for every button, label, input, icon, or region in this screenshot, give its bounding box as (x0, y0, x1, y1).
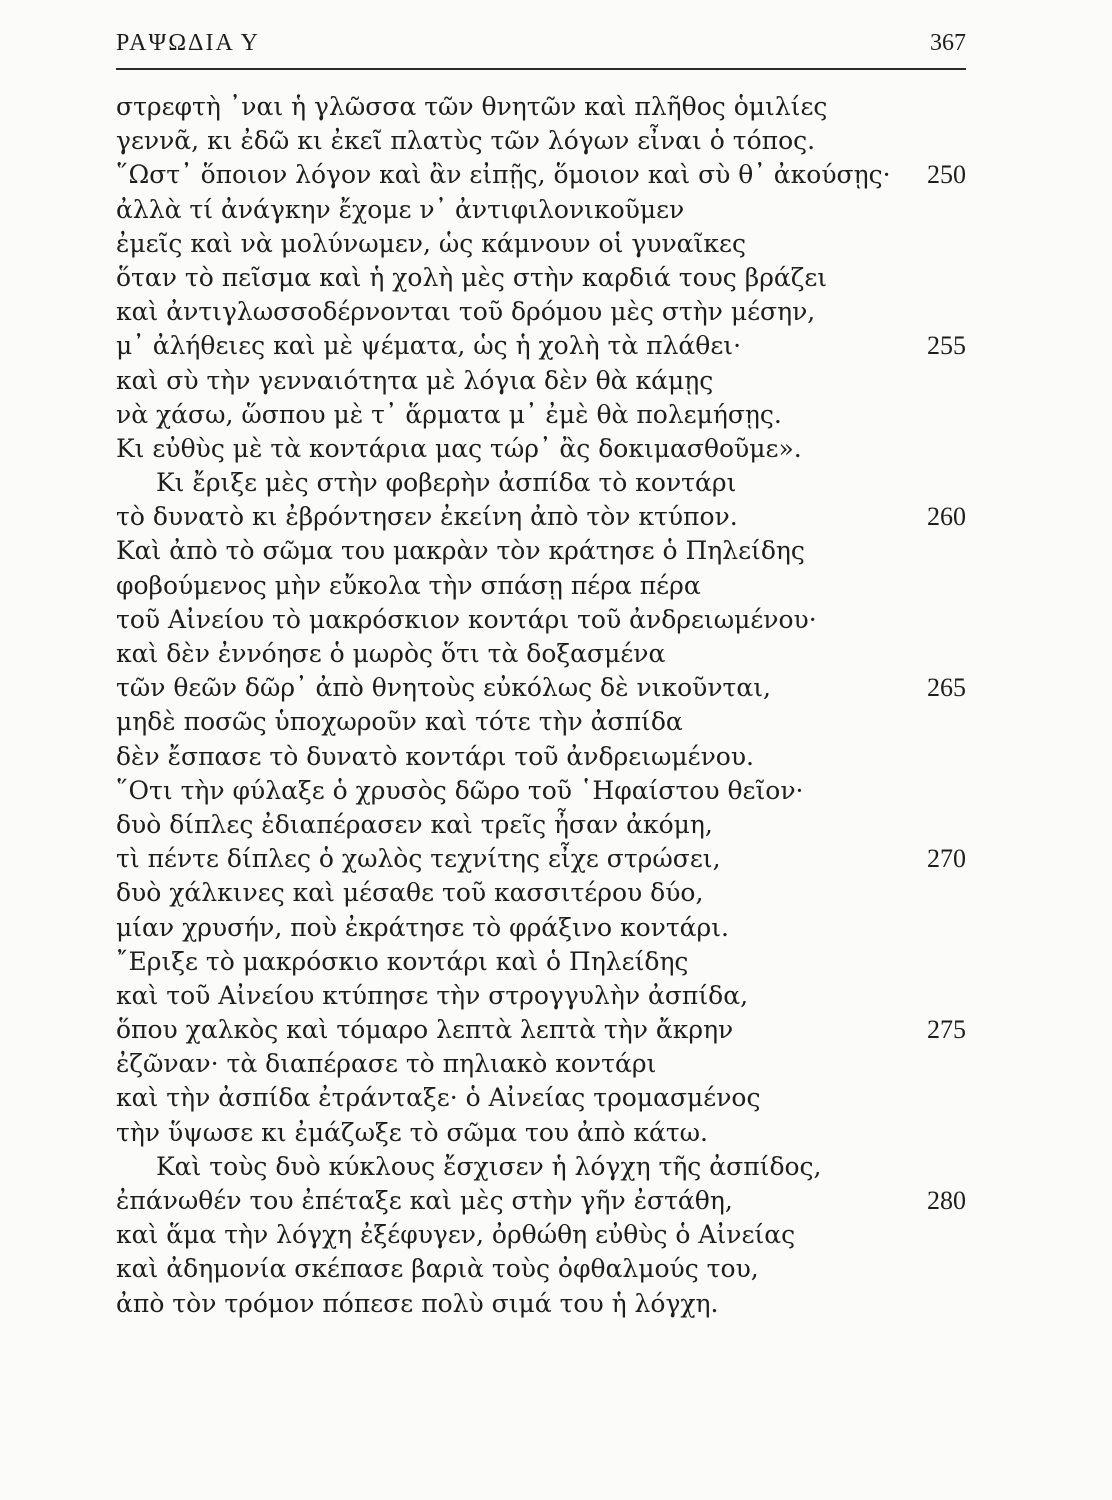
verse-line (116, 945, 966, 979)
verse-text: Κι εὐθὺς μὲ τὰ κοντάρια μας τώρ᾿ ἂς δοκιμασθοῦμε». (116, 433, 802, 463)
page-number: 367 (930, 30, 966, 56)
verse-text: ἀπὸ τὸν τρόμον πόπεσε πολὺ σιμά του ἡ λόγχη. (116, 1288, 719, 1318)
line-number: 265 (927, 673, 966, 703)
verse-text: μίαν χρυσήν, ποὺ ἐκράτησε τὸ φράξινο κοντάρι. (116, 912, 729, 942)
verse-line (116, 603, 966, 637)
header-rule (116, 68, 966, 70)
verse-line (116, 876, 966, 910)
verse-text: τὸ δυνατὸ κι ἐβρόντησεν ἐκείνη ἀπὸ τὸν κτύπον. (116, 502, 738, 532)
verse-text: ἐμεῖς καὶ νὰ μολύνωμεν, ὡς κάμνουν οἱ γυναῖκες (116, 228, 746, 258)
verse-block (116, 90, 966, 1321)
verse-line (116, 500, 966, 534)
verse-line (116, 1150, 966, 1184)
verse-line (116, 534, 966, 568)
verse-text: τῶν θεῶν δῶρ᾿ ἀπὸ θνητοὺς εὐκόλως δὲ νικοῦνται, (116, 673, 771, 703)
verse-text: φοβούμενος μὴν εὔκολα τὴν σπάσῃ πέρα πέρα (116, 570, 701, 600)
line-number: 255 (927, 331, 966, 361)
verse-line (116, 1013, 966, 1047)
verse-line (116, 158, 966, 192)
verse-line (116, 364, 966, 398)
verse-line (116, 1081, 966, 1115)
verse-line (116, 1218, 966, 1252)
verse-text: στρεφτὴ ᾿ναι ἡ γλῶσσα τῶν θνητῶν καὶ πλῆθος ὁμιλίες (116, 92, 828, 121)
verse-line (116, 569, 966, 603)
verse-text: νὰ χάσω, ὥσπου μὲ τ᾿ ἅρματα μ᾿ ἐμὲ θὰ πολεμήσῃς. (116, 399, 782, 429)
verse-line (116, 637, 966, 671)
verse-text: καὶ τὴν ἀσπίδα ἐτράνταξε· ὁ Αἰνείας τρομασμένος (116, 1083, 761, 1113)
verse-line (116, 329, 966, 363)
verse-text: γεννᾶ, κι ἐδῶ κι ἐκεῖ πλατὺς τῶν λόγων εἶναι ὁ τόπος. (116, 126, 816, 156)
verse-line (116, 227, 966, 261)
verse-text: καὶ ἅμα τὴν λόγχη ἐξέφυγεν, ὀρθώθη εὐθὺς ὁ Αἰνείας (116, 1220, 796, 1250)
verse-text: καὶ τοῦ Αἰνείου κτύπησε τὴν στρογγυλὴν ἀσπίδα, (116, 980, 749, 1010)
line-number: 275 (927, 1015, 966, 1045)
verse-text: ἐζῶναν· τὰ διαπέρασε τὸ πηλιακὸ κοντάρι (116, 1049, 657, 1079)
verse-line (116, 295, 966, 329)
verse-line (116, 193, 966, 227)
verse-text: ῞Οτι τὴν φύλαξε ὁ χρυσὸς δῶρο τοῦ ῾Ηφαίστου θεῖον· (116, 775, 804, 805)
verse-text: δὲν ἔσπασε τὸ δυνατὸ κοντάρι τοῦ ἀνδρειωμένου. (116, 741, 754, 771)
line-number: 280 (927, 1186, 966, 1215)
verse-line (116, 911, 966, 945)
verse-text: μηδὲ ποσῶς ὑποχωροῦν καὶ τότε τὴν ἀσπίδα (116, 707, 683, 737)
verse-line (116, 1184, 966, 1218)
verse-line (116, 261, 966, 295)
line-number: 250 (927, 160, 966, 190)
verse-text: ῎Εριξε τὸ μακρόσκιο κοντάρι καὶ ὁ Πηλείδης (116, 946, 689, 976)
verse-text: καὶ ἀντιγλωσσοδέρνονται τοῦ δρόμου μὲς στὴν μέσην, (116, 297, 816, 327)
verse-line (116, 398, 966, 432)
verse-text: μ᾿ ἀλήθειες καὶ μὲ ψέματα, ὡς ἡ χολὴ τὰ πλάθει· (116, 331, 742, 361)
verse-line (116, 466, 966, 500)
line-number: 270 (927, 844, 966, 874)
verse-text: ἐπάνωθέν του ἐπέταξε καὶ μὲς στὴν γῆν ἐστάθη, (116, 1186, 733, 1215)
verse-line (116, 432, 966, 466)
verse-text: καὶ δὲν ἐννόησε ὁ μωρὸς ὅτι τὰ δοξασμένα (116, 639, 666, 668)
verse-line (116, 1116, 966, 1150)
verse-text: ὅταν τὸ πεῖσμα καὶ ἡ χολὴ μὲς στὴν καρδιά τους βράζει (116, 262, 828, 292)
verse-line (116, 808, 966, 842)
verse-text: ὅπου χαλκὸς καὶ τόμαρο λεπτὰ λεπτὰ τὴν ἄκρην (116, 1015, 734, 1045)
verse-line (116, 842, 966, 876)
verse-text: τοῦ Αἰνείου τὸ μακρόσκιον κοντάρι τοῦ ἀνδρειωμένου· (116, 604, 817, 634)
verse-text: τὴν ὕψωσε κι ἐμάζωξε τὸ σῶμα του ἀπὸ κάτω. (116, 1117, 708, 1147)
verse-text: Κι ἔριξε μὲς στὴν φοβερὴν ἀσπίδα τὸ κοντάρι (156, 468, 737, 498)
verse-line (116, 979, 966, 1013)
verse-line (116, 124, 966, 158)
chapter-title: ΡΑΨΩΔΙΑ Υ (116, 30, 260, 56)
line-number: 260 (927, 502, 966, 532)
verse-line (116, 1287, 966, 1321)
verse-text: καὶ σὺ τὴν γενναιότητα μὲ λόγια δὲν θὰ κάμῃς (116, 365, 714, 395)
running-head (116, 30, 966, 66)
verse-line (116, 740, 966, 774)
verse-text: δυὸ χάλκινες καὶ μέσαθε τοῦ κασσιτέρου δύο, (116, 878, 704, 908)
verse-text: καὶ ἀδημονία σκέπασε βαριὰ τοὺς ὀφθαλμούς του, (116, 1254, 759, 1284)
verse-text: δυὸ δίπλες ἐδιαπέρασεν καὶ τρεῖς ἦσαν ἀκόμη, (116, 809, 713, 839)
verse-line (116, 1047, 966, 1081)
verse-text: ἀλλὰ τί ἀνάγκην ἔχομε ν᾿ ἀντιφιλονικοῦμεν (116, 194, 685, 224)
verse-line (116, 671, 966, 705)
verse-line (116, 1252, 966, 1286)
verse-text: Καὶ τοὺς δυὸ κύκλους ἔσχισεν ἡ λόγχη τῆς ἀσπίδος, (156, 1151, 822, 1181)
verse-line (116, 705, 966, 739)
verse-text: τὶ πέντε δίπλες ὁ χωλὸς τεχνίτης εἶχε στρώσει, (116, 844, 721, 874)
verse-line (116, 774, 966, 808)
verse-line (116, 90, 966, 124)
verse-text: ῞Ωστ᾿ ὅποιον λόγον καὶ ἂν εἰπῇς, ὅμοιον καὶ σὺ θ᾿ ἀκούσῃς· (116, 160, 891, 190)
verse-text: Καὶ ἀπὸ τὸ σῶμα του μακρὰν τὸν κράτησε ὁ Πηλείδης (116, 536, 805, 566)
